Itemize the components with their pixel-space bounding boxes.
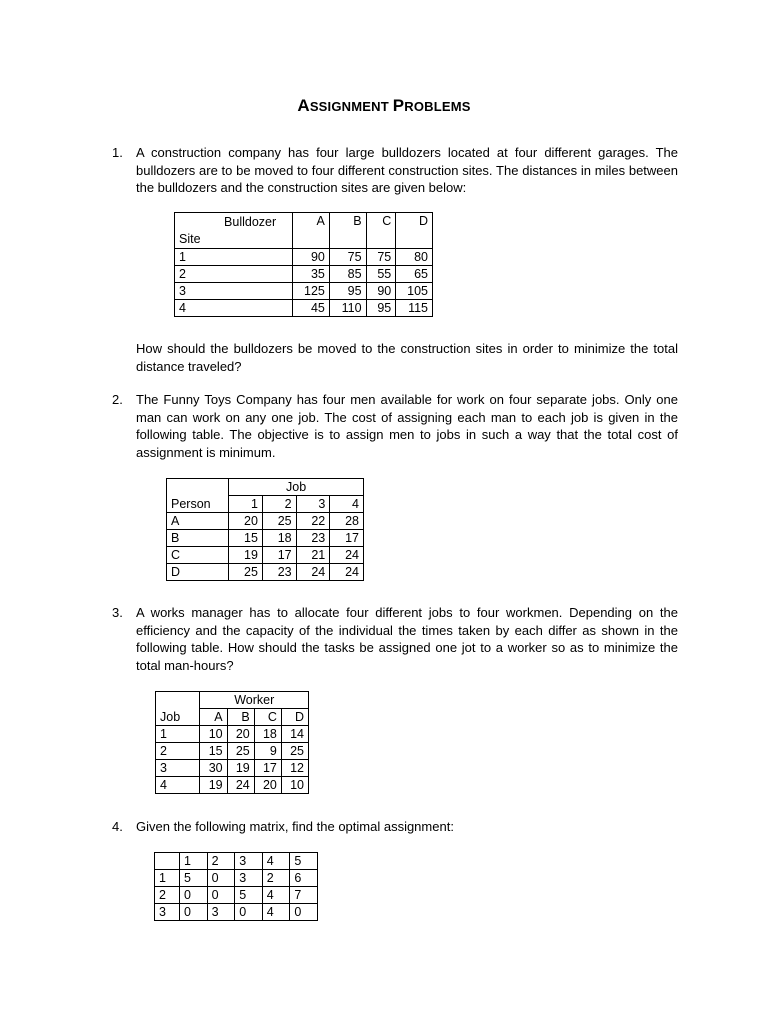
title-rest-2: ROBLEMS xyxy=(404,99,471,114)
corner-cell xyxy=(156,692,200,709)
table-cell: 24 xyxy=(296,564,330,581)
table-cell: 25 xyxy=(229,564,263,581)
row-label: D xyxy=(167,564,229,581)
table-cell: 23 xyxy=(262,564,296,581)
table-cell: 10 xyxy=(281,777,308,794)
row-label: 4 xyxy=(175,300,293,317)
table-cell: 2 xyxy=(262,870,290,887)
row-label: 3 xyxy=(175,283,293,300)
assignment-matrix-table xyxy=(154,852,318,921)
table-cell: 35 xyxy=(293,266,330,283)
title-initial-1: A xyxy=(297,96,310,115)
col-header: 3 xyxy=(296,496,330,513)
table-cell: 5 xyxy=(235,887,263,904)
table-cell: 18 xyxy=(254,726,281,743)
problem-text: The Funny Toys Company has four men available for work on four separate jobs. Only one man can work on any one job. The cost of assigning each man to each job is given in the following table. The objective is to assign men to jobs in such a way that the total cost of assignment is minimum. xyxy=(136,392,678,460)
table-cell: 10 xyxy=(200,726,227,743)
table-cell: 3 xyxy=(207,904,235,921)
col-header: A xyxy=(200,709,227,726)
problem-1 xyxy=(112,144,678,197)
table-cell: 0 xyxy=(180,904,208,921)
row-label: 2 xyxy=(156,743,200,760)
table-cell: 19 xyxy=(227,760,254,777)
table-cell: 25 xyxy=(262,513,296,530)
table-cell: 7 xyxy=(290,887,318,904)
col-header: 5 xyxy=(290,853,318,870)
col-header: 1 xyxy=(229,496,263,513)
table-cell: 19 xyxy=(229,547,263,564)
table-cell: 45 xyxy=(293,300,330,317)
table-cell: 90 xyxy=(366,283,396,300)
col-header: 4 xyxy=(330,496,364,513)
row-label: B xyxy=(167,530,229,547)
col-header: C xyxy=(366,213,396,249)
table-cell: 125 xyxy=(293,283,330,300)
table-cell: 0 xyxy=(235,904,263,921)
row-label: 2 xyxy=(155,887,180,904)
table-cell: 0 xyxy=(180,887,208,904)
problem-3 xyxy=(112,604,678,674)
row-label: 1 xyxy=(156,726,200,743)
table-cell: 75 xyxy=(329,249,366,266)
col-header: B xyxy=(329,213,366,249)
problem-number: 3. xyxy=(112,605,123,620)
worker-time-table xyxy=(155,691,309,794)
bulldozer-distance-table xyxy=(174,212,433,317)
table-cell: 110 xyxy=(329,300,366,317)
table-cell: 75 xyxy=(366,249,396,266)
corner-cell xyxy=(167,479,229,496)
problem-text: Given the following matrix, find the optimal assignment: xyxy=(136,819,454,834)
row-header-label: Job xyxy=(156,709,200,726)
table-cell: 14 xyxy=(281,726,308,743)
table-cell: 0 xyxy=(207,887,235,904)
table-cell: 30 xyxy=(200,760,227,777)
table-cell: 15 xyxy=(229,530,263,547)
title-rest-1: SSIGNMENT xyxy=(309,99,393,114)
table-cell: 6 xyxy=(290,870,318,887)
table-cell: 21 xyxy=(296,547,330,564)
table-cell: 24 xyxy=(330,564,364,581)
job-cost-table xyxy=(166,478,364,581)
table-cell: 4 xyxy=(262,904,290,921)
problem-1-question: How should the bulldozers be moved to the construction sites in order to minimize the total distance traveled? xyxy=(136,341,678,374)
row-label: 3 xyxy=(156,760,200,777)
table-cell: 20 xyxy=(254,777,281,794)
table-cell: 20 xyxy=(227,726,254,743)
table-cell: 19 xyxy=(200,777,227,794)
table-cell: 17 xyxy=(330,530,364,547)
table-cell: 90 xyxy=(293,249,330,266)
table-cell: 18 xyxy=(262,530,296,547)
col-header-label: Bulldozer xyxy=(175,213,293,231)
table-cell: 17 xyxy=(262,547,296,564)
col-header: D xyxy=(396,213,433,249)
problem-number: 1. xyxy=(112,145,123,160)
problem-4 xyxy=(112,818,678,836)
problem-number: 2. xyxy=(112,392,123,407)
row-label: 4 xyxy=(156,777,200,794)
table-cell: 95 xyxy=(366,300,396,317)
table-cell: 65 xyxy=(396,266,433,283)
col-header: 1 xyxy=(180,853,208,870)
table-cell: 24 xyxy=(330,547,364,564)
problem-text: A works manager has to allocate four different jobs to four workmen. Depending on the efficiency and the capacity of the individual the times taken by each differ as shown in the following table. How should the tasks be assigned one jot to a worker so as to minimize the total man-hours? xyxy=(136,605,678,673)
table-cell: 24 xyxy=(227,777,254,794)
group-header: Worker xyxy=(200,692,309,709)
problem-2 xyxy=(112,391,678,461)
table-cell: 4 xyxy=(262,887,290,904)
col-header: 3 xyxy=(235,853,263,870)
col-header: C xyxy=(254,709,281,726)
table-cell: 25 xyxy=(227,743,254,760)
table-cell: 12 xyxy=(281,760,308,777)
table-cell: 0 xyxy=(290,904,318,921)
table-cell: 80 xyxy=(396,249,433,266)
page-title xyxy=(0,96,768,116)
table-cell: 5 xyxy=(180,870,208,887)
table-cell: 0 xyxy=(207,870,235,887)
col-header: 2 xyxy=(262,496,296,513)
table-cell: 115 xyxy=(396,300,433,317)
table-cell: 3 xyxy=(235,870,263,887)
title-initial-2: P xyxy=(392,96,405,115)
problem-text: A construction company has four large bulldozers located at four different garages. The bulldozers are to be moved to four different construction sites. The distances in miles between the bulldozers and the construction sites are given below: xyxy=(136,145,678,195)
row-label: A xyxy=(167,513,229,530)
table-cell: 25 xyxy=(281,743,308,760)
table-cell: 85 xyxy=(329,266,366,283)
row-header-label: Site xyxy=(175,231,293,249)
col-header: A xyxy=(293,213,330,249)
row-label: 2 xyxy=(175,266,293,283)
row-label: 1 xyxy=(155,870,180,887)
table-cell: 95 xyxy=(329,283,366,300)
col-header: 2 xyxy=(207,853,235,870)
table-cell: 22 xyxy=(296,513,330,530)
table-cell: 9 xyxy=(254,743,281,760)
col-header: D xyxy=(281,709,308,726)
row-header-label: Person xyxy=(167,496,229,513)
table-cell: 15 xyxy=(200,743,227,760)
table-cell: 28 xyxy=(330,513,364,530)
corner-cell xyxy=(155,853,180,870)
row-label: 1 xyxy=(175,249,293,266)
table-cell: 55 xyxy=(366,266,396,283)
table-cell: 105 xyxy=(396,283,433,300)
col-header: B xyxy=(227,709,254,726)
table-cell: 17 xyxy=(254,760,281,777)
table-cell: 23 xyxy=(296,530,330,547)
row-label: C xyxy=(167,547,229,564)
problem-number: 4. xyxy=(112,819,123,834)
table-cell: 20 xyxy=(229,513,263,530)
col-header: 4 xyxy=(262,853,290,870)
group-header: Job xyxy=(229,479,364,496)
row-label: 3 xyxy=(155,904,180,921)
